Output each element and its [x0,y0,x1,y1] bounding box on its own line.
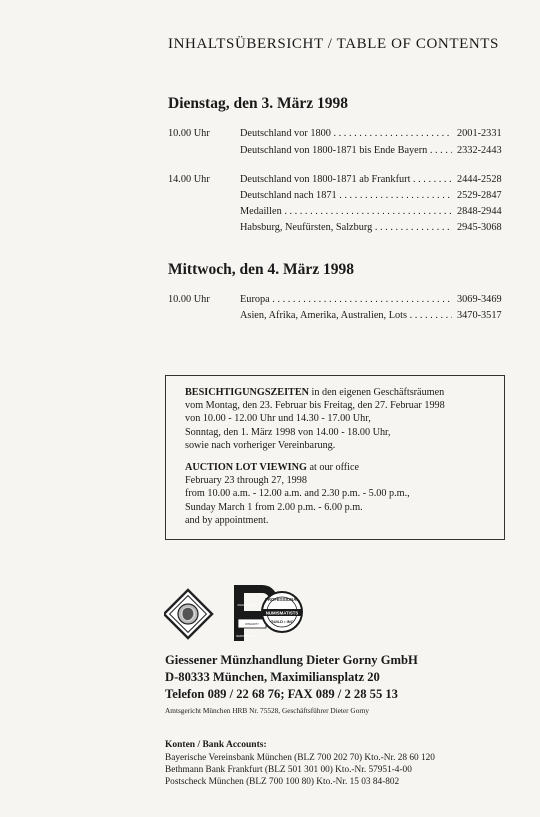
session-description: Asien, Afrika, Amerika, Australien, Lots . . . [240,310,452,321]
session-row [168,206,504,222]
day-heading-wednesday: Mittwoch, den 4. März 1998 [168,261,354,278]
lot-range: 3470-3517 [457,310,502,321]
png-logo-text: GUILD • INC [270,619,294,624]
viewing-de-line: in den eigenen Geschäftsräumen [309,387,445,398]
lot-range: 2945-3068 [457,222,502,233]
lot-range: 2848-2944 [457,206,502,217]
viewing-en-line: from 10.00 a.m. - 12.00 a.m. and 2.30 p.m. - 5.00 p.m., [185,488,410,500]
session-time: 10.00 Uhr [168,128,210,139]
lot-range: 2444-2528 [457,174,502,185]
company-register: Amtsgericht München HRB Nr. 75528, Geschäftsführer Dieter Gorny [165,706,370,715]
page-title: INHALTSÜBERSICHT / TABLE OF CONTENTS [168,36,499,52]
session-description: Deutschland nach 1871 . . . [240,190,452,201]
day-heading-tuesday: Dienstag, den 3. März 1998 [168,95,348,112]
viewing-times-box [165,375,505,540]
png-logo-small-text: KNOWLEDGE [237,604,255,607]
lot-range: 3069-3469 [457,294,502,305]
session-row [168,294,504,310]
session-row [168,128,504,144]
viewing-en-line: February 23 through 27, 1998 [185,475,307,487]
session-description: Medaillen . . . [240,206,452,217]
viewing-en [185,461,492,527]
session-row [168,190,504,206]
viewing-en-line: and by appointment. [185,514,269,526]
lot-range: 2001-2331 [457,128,502,139]
viewing-en-line: at our office [306,462,360,474]
session-row [168,222,504,238]
session-row [168,310,504,326]
viewing-de-heading: BESICHTIGUNGSZEITEN [185,387,309,398]
account-line: Postscheck München (BLZ 700 100 80) Kto.-Nr. 15 03 84-802 [165,777,400,787]
session-description: Deutschland von 1800-1871 ab Frankfurt . . . [240,174,452,185]
png-logo-small-text: RESPONSIBILITY [236,635,258,638]
viewing-de-line: von 10.00 - 12.00 Uhr und 14.30 - 17.00 Uhr, [185,413,371,425]
session-time: 10.00 Uhr [168,294,210,305]
company-name: Giessener Münzhandlung Dieter Gorny GmbH [165,653,418,667]
session-row [168,145,504,161]
session-description: Deutschland vor 1800 . . . [240,128,452,139]
viewing-en-line: Sunday March 1 from 2.00 p.m. - 6.00 p.m. [185,501,363,513]
png-logo-text: PROFESSIONAL [265,597,299,602]
session-description: Deutschland von 1800-1871 bis Ende Bayern . . . [240,145,452,156]
viewing-de [185,386,492,452]
session-time: 14.00 Uhr [168,174,210,185]
account-line: Bayerische Vereinsbank München (BLZ 700 202 70) Kto.-Nr. 28 60 120 [165,753,435,763]
viewing-de-line: Sonntag, den 1. März 1998 von 14.00 - 18.00 Uhr, [185,426,391,438]
viewing-de-line: vom Montag, den 23. Februar bis Freitag, den 27. Februar 1998 [185,400,445,412]
viewing-en-heading: AUCTION LOT VIEWING [185,462,307,474]
numismatists-guild-icon [232,585,304,647]
session-description: Habsburg, Neufürsten, Salzburg . . . [240,222,452,233]
company-address: D-80333 München, Maximiliansplatz 20 [165,670,380,684]
session-row [168,174,504,190]
session-description: Europa . . . [240,294,452,305]
lot-range: 2332-2443 [457,145,502,156]
account-line: Bethmann Bank Frankfurt (BLZ 501 301 00) Kto.-Nr. 57951-4-00 [165,765,412,775]
viewing-de-line: sowie nach vorheriger Vereinbarung. [185,439,336,451]
company-phone: Telefon 089 / 22 68 76; FAX 089 / 2 28 55 13 [165,687,398,701]
lot-range: 2529-2847 [457,190,502,201]
png-logo-small-text: INTEGRITY [245,623,259,626]
accounts-heading: Konten / Bank Accounts: [165,740,267,750]
png-logo-text: NUMISMATISTS [265,610,299,616]
